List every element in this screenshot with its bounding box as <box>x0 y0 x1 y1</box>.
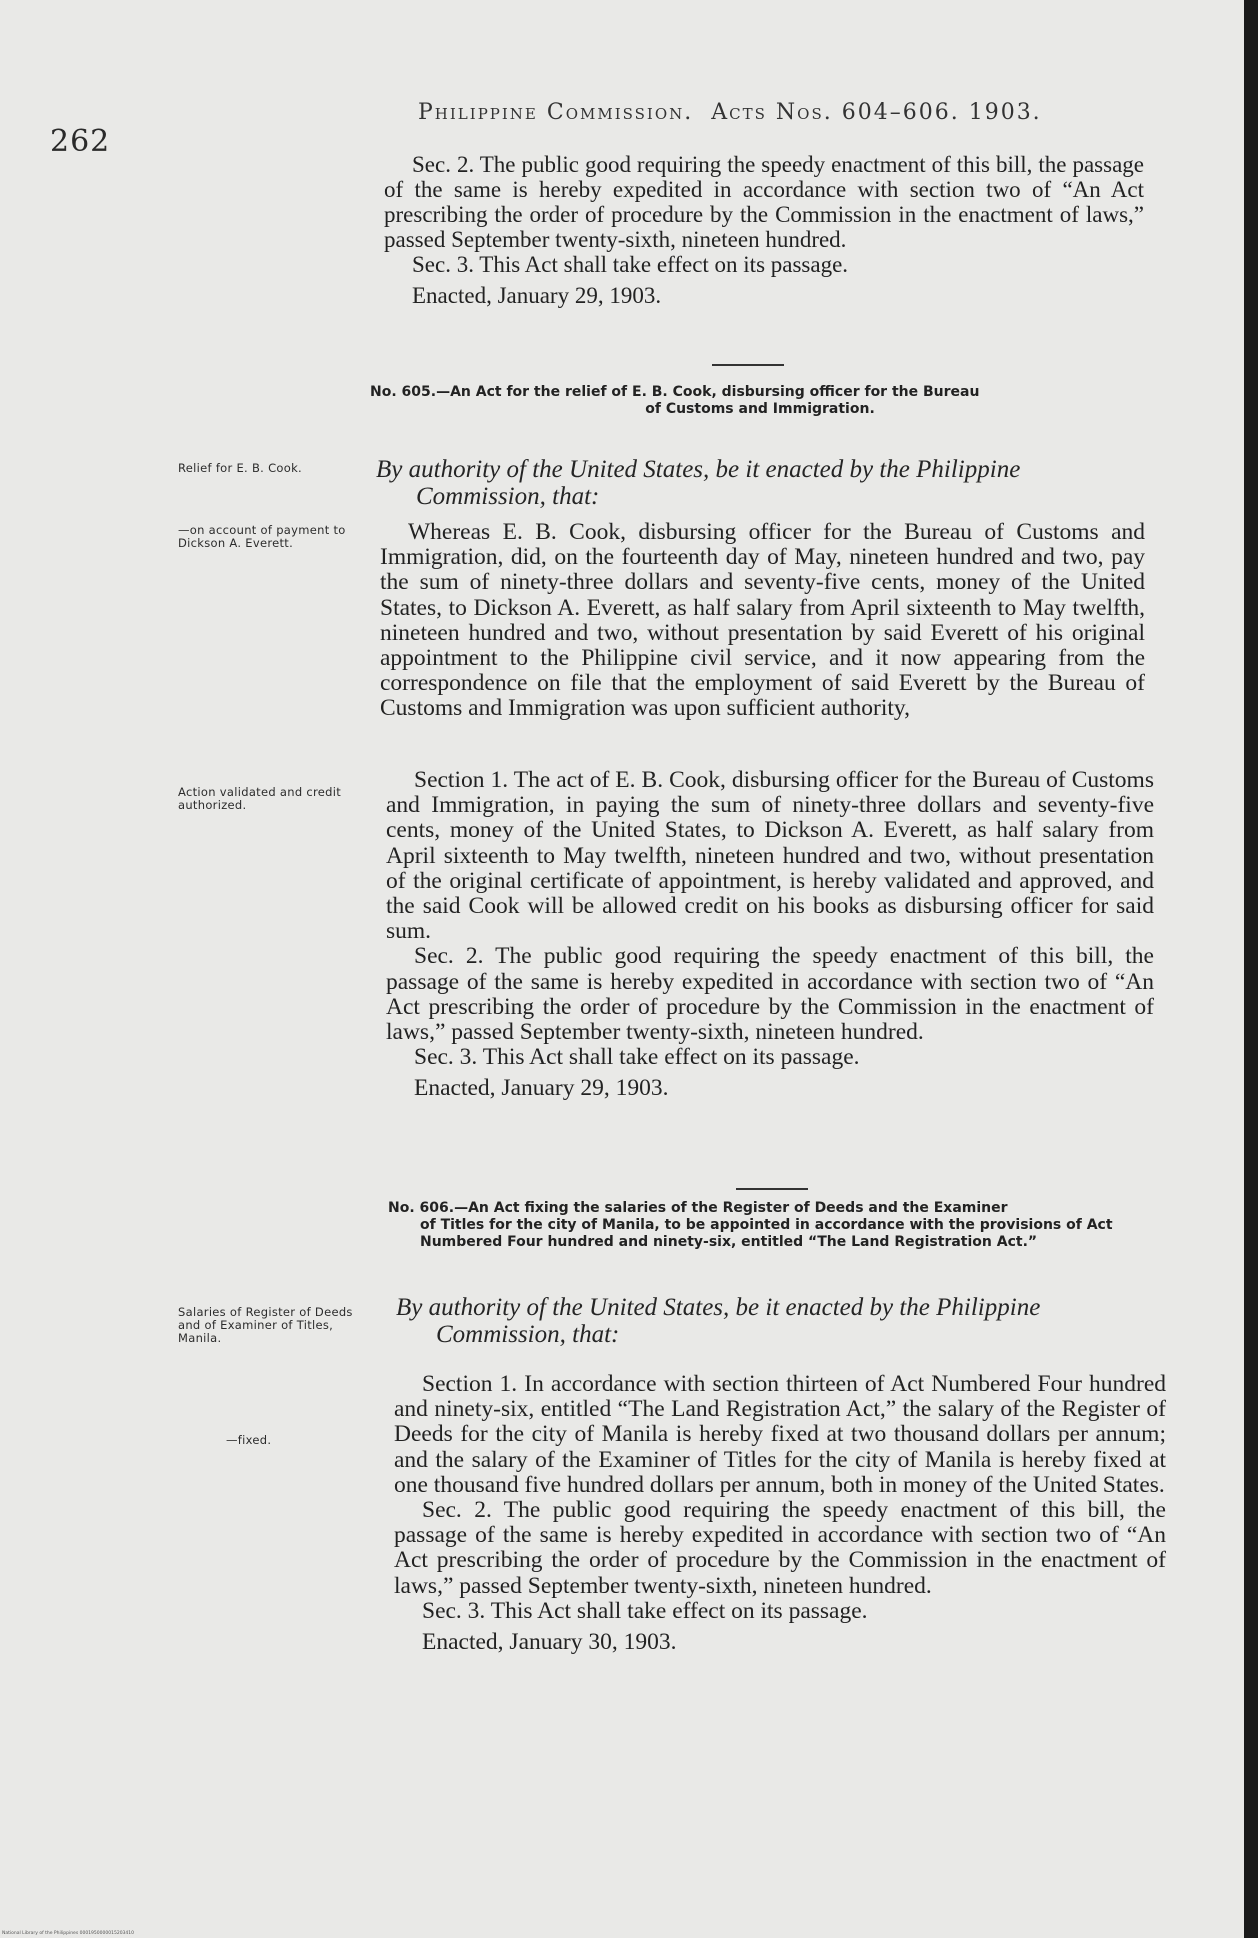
margin-note-fixed: —fixed. <box>226 1433 272 1447</box>
act605-section1: Section 1. The act of E. B. Cook, disbursing officer for the Bureau of Customs and Immigration, in paying the sum of ninety-three dollars and seventy-five cents, money of the United States, to Dickson A. Everett, as half salary from April sixteenth to May twelfth, nineteen hundred and two, without presentation of the original certificate of appointment, is hereby validated and approved, and the said Cook will be allowed credit on his books as disbursing officer for said sum. <box>386 767 1154 945</box>
act606-authority-line1: By authority of the United States, be it enacted by the Philippine <box>396 1294 1041 1321</box>
act605-authority-line1: By authority of the United States, be it enacted by the Philippine <box>376 456 1021 483</box>
margin-note-action: Action validated and credit authorized. <box>178 785 342 812</box>
act606-sec3: Sec. 3. This Act shall take effect on its passage. <box>422 1597 868 1624</box>
act606-enacted: Enacted, January 30, 1903. <box>422 1629 677 1656</box>
margin-note-account: —on account of payment to Dickson A. Everett. <box>178 523 346 550</box>
act606-sec2: Sec. 2. The public good requiring the speedy enactment of this bill, the passage of the same is hereby expedited in accordance with section two of “An Act prescribing the order of procedure by the Commission in the enactment of laws,” passed September twenty-sixth, nineteen hundred. <box>394 1497 1166 1599</box>
running-head <box>418 100 1042 125</box>
act606-section1: Section 1. In accordance with section thirteen of Act Numbered Four hundred and ninety-six, entitled “The Land Registration Act,” the salary of the Register of Deeds for the city of Manila is hereby fixed at two thousand dollars per annum; and the salary of the Examiner of Titles for the city of Manila is hereby fixed at one thousand five hundred dollars per annum, both in money of the United States. <box>394 1371 1166 1498</box>
act605-whereas-block <box>380 520 1145 722</box>
act605-heading-lead: No. 605.—An Act for the relief of E. B. Cook, disbursing officer for the Bureau <box>370 384 980 400</box>
margin-note-relief: Relief for E. B. Cook. <box>178 461 302 475</box>
act605-body <box>386 768 1154 1102</box>
act606-authority <box>396 1294 1176 1348</box>
page-edge-shadow <box>1244 0 1258 1938</box>
act605-heading <box>370 384 1150 418</box>
running-head-title: Philippine Commission. <box>418 100 694 125</box>
act605-enacted: Enacted, January 29, 1903. <box>414 1075 669 1102</box>
separator-rule-1 <box>712 364 784 366</box>
act606-heading <box>388 1200 1163 1251</box>
act606-authority-line2: Commission, that: <box>436 1321 620 1348</box>
act606-heading-cont: of Titles for the city of Manila, to be appointed in accordance with the provisions of Act Numbered Four hundred and ninety-six, entitled “The Land Registration Act.” <box>420 1217 1113 1250</box>
act604-enacted: Enacted, January 29, 1903. <box>412 283 662 308</box>
page-number: 262 <box>50 124 111 159</box>
act604-sec3: Sec. 3. This Act shall take effect on its passage. <box>412 252 849 277</box>
act606-heading-lead: No. 606.—An Act fixing the salaries of the Register of Deeds and the Examiner <box>388 1200 1008 1216</box>
act605-authority-line2: Commission, that: <box>416 483 600 510</box>
act605-sec3: Sec. 3. This Act shall take effect on its passage. <box>414 1044 860 1071</box>
act605-sec2: Sec. 2. The public good requiring the speedy enactment of this bill, the passage of the same is hereby expedited in accordance with section two of “An Act prescribing the order of procedure by the Commission in the enactment of laws,” passed September twenty-sixth, nineteen hundred. <box>386 943 1154 1046</box>
running-head-acts: Acts Nos. 604–606. 1903. <box>711 100 1042 125</box>
act605-authority <box>376 456 1166 510</box>
act604-tail <box>384 152 1144 308</box>
separator-rule-2 <box>736 1188 808 1190</box>
act606-body <box>394 1372 1166 1655</box>
library-stamp: National Library of the Philippines 0001950000015203410 <box>2 1931 135 1936</box>
act604-sec2: Sec. 2. The public good requiring the speedy enactment of this bill, the passage of the same is hereby expedited in accordance with section two of “An Act prescribing the order of procedure by the Commission in the enactment of laws,” passed September twenty-sixth, nineteen hundred. <box>384 152 1144 252</box>
act605-whereas: Whereas E. B. Cook, disbursing officer for the Bureau of Customs and Immigration, did, on the fourteenth day of May, nineteen hundred and two, pay the sum of ninety-three dollars and seventy-five cents, money of the United States, to Dickson A. Everett, as half salary from April sixteenth to May twelfth, nineteen hundred and two, without presentation by said Everett of his original appointment to the Philippine civil service, and it now appearing from the correspondence on file that the employment of said Everett by the Bureau of Customs and Immigration was upon sufficient authority, <box>380 519 1145 722</box>
margin-note-salaries: Salaries of Register of Deeds and of Examiner of Titles, Manila. <box>178 1305 353 1345</box>
act605-heading-cont: of Customs and Immigration. <box>645 401 875 417</box>
